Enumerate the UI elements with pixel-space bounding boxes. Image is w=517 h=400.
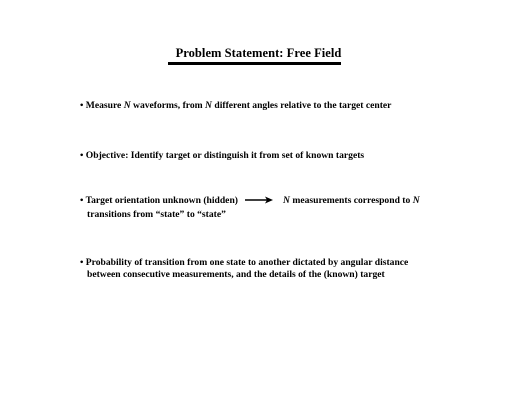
bullet-text-part: measurements correspond to	[289, 195, 413, 206]
bullet-text-part: different angles relative to the target center	[211, 100, 392, 111]
bullet-text: between consecutive measurements, and the details of the (known) target	[87, 269, 385, 280]
variable-n: N	[283, 195, 290, 206]
right-arrow-icon	[244, 195, 274, 205]
bullet-marker: •	[80, 257, 84, 268]
bullet-orientation-consequence	[283, 195, 420, 206]
title-underline	[168, 62, 341, 65]
bullet-text: Target orientation unknown (hidden)	[85, 195, 238, 206]
bullet-marker: •	[80, 195, 84, 206]
variable-n: N	[123, 100, 131, 111]
variable-n: N	[412, 195, 420, 206]
bullet-probability	[80, 257, 408, 268]
bullet-orientation	[80, 195, 238, 206]
bullet-text: transitions from “state” to “state”	[87, 209, 226, 220]
bullet-probability-line2	[87, 269, 385, 280]
bullet-objective	[80, 150, 364, 161]
bullet-text: Objective: Identify target or distinguish it from set of known targets	[85, 150, 365, 161]
bullet-text-part: Measure	[85, 100, 124, 111]
bullet-marker: •	[80, 100, 84, 111]
bullet-measure	[80, 100, 391, 111]
bullet-marker: •	[80, 150, 84, 161]
bullet-orientation-line2	[87, 209, 226, 220]
bullet-text: Probability of transition from one state to another dictated by angular distance	[85, 257, 409, 268]
variable-n: N	[205, 100, 212, 111]
bullet-text-part: waveforms, from	[130, 100, 206, 111]
slide-title: Problem Statement: Free Field	[175, 46, 342, 60]
